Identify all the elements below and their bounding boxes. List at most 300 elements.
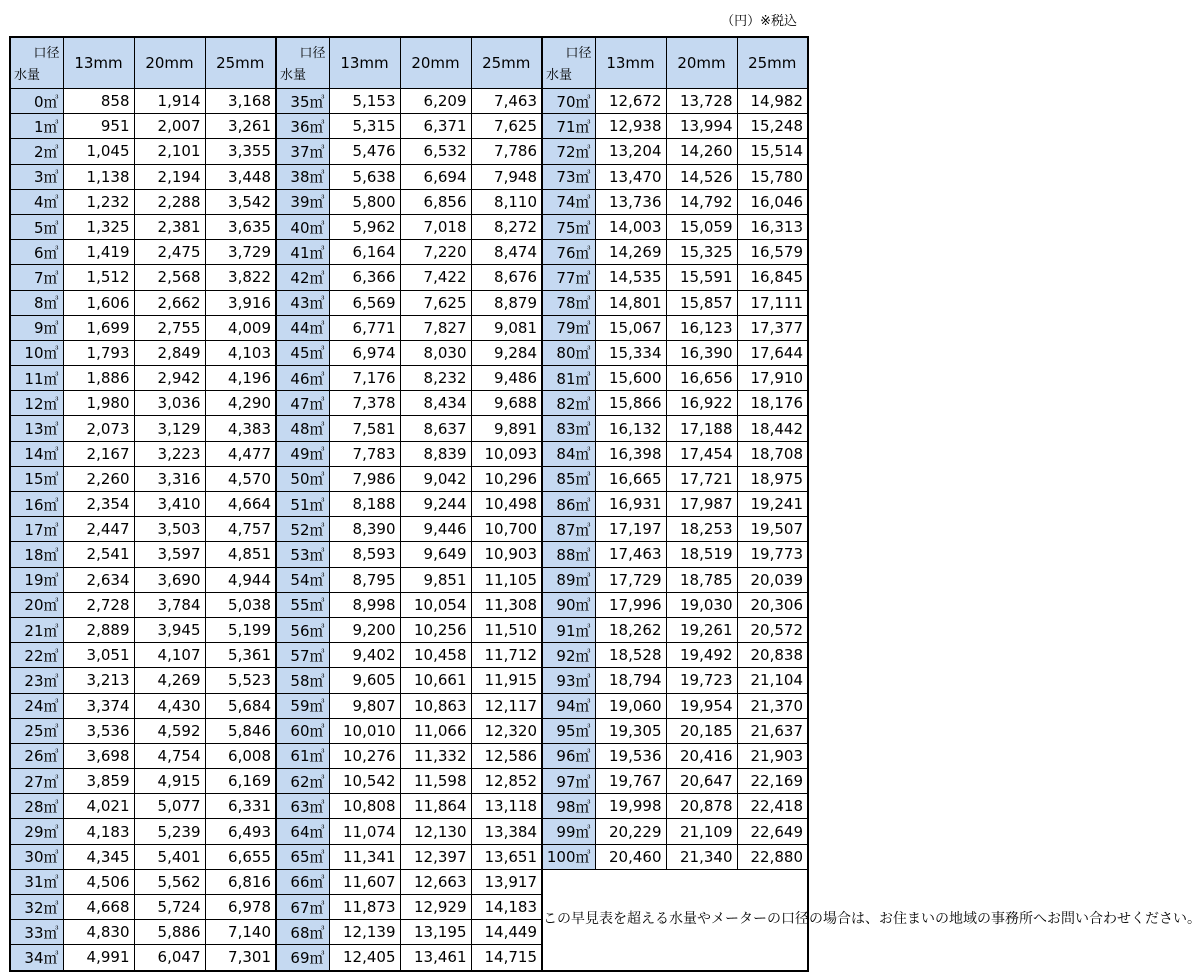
rate-cell: 19,536 (595, 743, 666, 768)
rate-cell: 1,699 (63, 315, 134, 340)
volume-cell: 51㎥ (276, 492, 329, 517)
volume-cell: 53㎥ (276, 542, 329, 567)
rate-cell: 1,914 (134, 89, 205, 114)
rate-cell: 951 (63, 114, 134, 139)
rate-cell: 16,845 (737, 265, 808, 290)
rate-cell: 21,104 (737, 668, 808, 693)
rate-cell: 2,942 (134, 366, 205, 391)
rate-cell: 14,535 (595, 265, 666, 290)
header-volume-label: 水量 (14, 68, 41, 83)
volume-cell: 67㎥ (276, 895, 329, 920)
rate-cell: 7,581 (329, 416, 400, 441)
volume-cell: 65㎥ (276, 844, 329, 869)
rate-cell: 2,167 (63, 441, 134, 466)
table-row (10, 743, 808, 768)
rate-cell: 3,542 (205, 189, 276, 214)
volume-cell: 44㎥ (276, 315, 329, 340)
rate-cell: 18,519 (666, 542, 737, 567)
volume-cell: 96㎥ (542, 743, 595, 768)
volume-cell: 99㎥ (542, 819, 595, 844)
volume-cell: 94㎥ (542, 693, 595, 718)
rate-cell: 5,153 (329, 89, 400, 114)
rate-cell: 4,944 (205, 567, 276, 592)
rate-cell: 10,903 (471, 542, 542, 567)
volume-cell: 49㎥ (276, 441, 329, 466)
rate-cell: 3,536 (63, 718, 134, 743)
table-row (10, 265, 808, 290)
rate-cell: 11,873 (329, 895, 400, 920)
volume-cell: 90㎥ (542, 592, 595, 617)
rate-cell: 4,183 (63, 819, 134, 844)
rate-cell: 12,117 (471, 693, 542, 718)
volume-cell: 7㎥ (10, 265, 63, 290)
rate-cell: 12,405 (329, 945, 400, 971)
table-row (10, 542, 808, 567)
rate-cell: 10,700 (471, 517, 542, 542)
rate-cell: 18,785 (666, 567, 737, 592)
rate-cell: 2,755 (134, 315, 205, 340)
rate-cell: 2,634 (63, 567, 134, 592)
volume-cell: 83㎥ (542, 416, 595, 441)
rate-cell: 13,204 (595, 139, 666, 164)
rate-cell: 21,637 (737, 718, 808, 743)
header-size-20mm: 20mm (666, 37, 737, 89)
rate-cell: 3,822 (205, 265, 276, 290)
rate-cell: 5,476 (329, 139, 400, 164)
rate-cell: 7,018 (400, 214, 471, 239)
header-diameter-label: 口径 (33, 46, 60, 61)
volume-cell: 38㎥ (276, 164, 329, 189)
rate-cell: 8,593 (329, 542, 400, 567)
table-row (10, 844, 808, 869)
rate-cell: 4,290 (205, 391, 276, 416)
rate-cell: 8,030 (400, 340, 471, 365)
rate-cell: 4,851 (205, 542, 276, 567)
rate-cell: 3,503 (134, 517, 205, 542)
rate-cell: 3,448 (205, 164, 276, 189)
rate-cell: 16,313 (737, 214, 808, 239)
rate-cell: 3,859 (63, 769, 134, 794)
header-size-13mm: 13mm (329, 37, 400, 89)
rate-cell: 19,060 (595, 693, 666, 718)
rate-cell: 6,532 (400, 139, 471, 164)
rate-cell: 3,223 (134, 441, 205, 466)
rate-cell: 4,830 (63, 920, 134, 945)
rate-cell: 17,111 (737, 290, 808, 315)
rate-cell: 3,374 (63, 693, 134, 718)
volume-cell: 21㎥ (10, 617, 63, 642)
rate-cell: 19,767 (595, 769, 666, 794)
rate-cell: 5,038 (205, 592, 276, 617)
rate-cell: 20,185 (666, 718, 737, 743)
rate-cell: 9,446 (400, 517, 471, 542)
rate-cell: 10,256 (400, 617, 471, 642)
rate-cell: 3,213 (63, 668, 134, 693)
rate-cell: 2,007 (134, 114, 205, 139)
volume-cell: 16㎥ (10, 492, 63, 517)
rate-cell: 19,723 (666, 668, 737, 693)
volume-cell: 92㎥ (542, 643, 595, 668)
rate-cell: 20,306 (737, 592, 808, 617)
header-corner (542, 37, 595, 89)
volume-cell: 26㎥ (10, 743, 63, 768)
volume-cell: 58㎥ (276, 668, 329, 693)
rate-cell: 21,109 (666, 819, 737, 844)
rate-cell: 18,176 (737, 391, 808, 416)
volume-cell: 100㎥ (542, 844, 595, 869)
table-row (10, 340, 808, 365)
rate-cell: 4,430 (134, 693, 205, 718)
volume-cell: 91㎥ (542, 617, 595, 642)
rate-cell: 9,649 (400, 542, 471, 567)
table-row (10, 592, 808, 617)
rate-cell: 20,229 (595, 819, 666, 844)
rate-cell: 8,110 (471, 189, 542, 214)
volume-cell: 29㎥ (10, 819, 63, 844)
header-size-25mm: 25mm (737, 37, 808, 89)
rate-cell: 12,586 (471, 743, 542, 768)
header-size-20mm: 20mm (400, 37, 471, 89)
volume-cell: 31㎥ (10, 869, 63, 894)
table-row (10, 567, 808, 592)
rate-cell: 5,199 (205, 617, 276, 642)
volume-cell: 0㎥ (10, 89, 63, 114)
rate-cell: 17,987 (666, 492, 737, 517)
rate-cell: 11,074 (329, 819, 400, 844)
rate-cell: 7,422 (400, 265, 471, 290)
rate-cell: 6,493 (205, 819, 276, 844)
rate-cell: 19,954 (666, 693, 737, 718)
rate-cell: 13,651 (471, 844, 542, 869)
volume-cell: 54㎥ (276, 567, 329, 592)
rate-cell: 20,878 (666, 794, 737, 819)
rate-cell: 8,676 (471, 265, 542, 290)
volume-cell: 25㎥ (10, 718, 63, 743)
rate-cell: 8,434 (400, 391, 471, 416)
rate-cell: 9,851 (400, 567, 471, 592)
rate-cell: 7,378 (329, 391, 400, 416)
rate-cell: 19,507 (737, 517, 808, 542)
volume-cell: 35㎥ (276, 89, 329, 114)
rate-cell: 16,665 (595, 466, 666, 491)
rate-cell: 3,316 (134, 466, 205, 491)
rate-cell: 14,449 (471, 920, 542, 945)
header-size-13mm: 13mm (63, 37, 134, 89)
rate-cell: 1,793 (63, 340, 134, 365)
volume-cell: 59㎥ (276, 693, 329, 718)
rate-cell: 5,401 (134, 844, 205, 869)
table-body (10, 89, 1201, 971)
rate-cell: 19,261 (666, 617, 737, 642)
rate-cell: 5,239 (134, 819, 205, 844)
volume-cell: 12㎥ (10, 391, 63, 416)
volume-cell: 40㎥ (276, 214, 329, 239)
rate-cell: 3,729 (205, 240, 276, 265)
rate-cell: 9,891 (471, 416, 542, 441)
volume-cell: 69㎥ (276, 945, 329, 971)
rate-cell: 14,269 (595, 240, 666, 265)
rate-cell: 8,998 (329, 592, 400, 617)
rate-cell: 8,637 (400, 416, 471, 441)
table-row (10, 391, 808, 416)
volume-cell: 75㎥ (542, 214, 595, 239)
table-row (10, 643, 808, 668)
rate-cell: 15,059 (666, 214, 737, 239)
rate-cell: 17,197 (595, 517, 666, 542)
volume-cell: 52㎥ (276, 517, 329, 542)
rate-cell: 6,047 (134, 945, 205, 971)
volume-cell: 97㎥ (542, 769, 595, 794)
rate-cell: 8,390 (329, 517, 400, 542)
volume-cell: 9㎥ (10, 315, 63, 340)
rate-cell: 7,625 (471, 114, 542, 139)
rate-cell: 20,460 (595, 844, 666, 869)
rate-cell: 11,066 (400, 718, 471, 743)
rate-cell: 16,656 (666, 366, 737, 391)
rate-cell: 17,463 (595, 542, 666, 567)
rate-cell: 15,067 (595, 315, 666, 340)
rate-cell: 13,470 (595, 164, 666, 189)
rate-cell: 4,757 (205, 517, 276, 542)
rate-cell: 7,786 (471, 139, 542, 164)
table-row (10, 668, 808, 693)
table-header (10, 37, 808, 89)
rate-cell: 22,880 (737, 844, 808, 869)
rate-cell: 13,994 (666, 114, 737, 139)
rate-cell: 5,962 (329, 214, 400, 239)
rate-cell: 2,568 (134, 265, 205, 290)
rate-cell: 7,783 (329, 441, 400, 466)
volume-cell: 24㎥ (10, 693, 63, 718)
rate-cell: 11,510 (471, 617, 542, 642)
rate-cell: 1,980 (63, 391, 134, 416)
volume-cell: 45㎥ (276, 340, 329, 365)
rate-cell: 4,009 (205, 315, 276, 340)
volume-cell: 77㎥ (542, 265, 595, 290)
rate-cell: 7,220 (400, 240, 471, 265)
rate-cell: 7,625 (400, 290, 471, 315)
rate-cell: 15,325 (666, 240, 737, 265)
rate-cell: 20,039 (737, 567, 808, 592)
volume-cell: 86㎥ (542, 492, 595, 517)
rate-cell: 22,169 (737, 769, 808, 794)
rate-cell: 15,248 (737, 114, 808, 139)
rate-cell: 5,846 (205, 718, 276, 743)
rate-cell: 18,528 (595, 643, 666, 668)
rate-cell: 3,945 (134, 617, 205, 642)
rate-cell: 12,672 (595, 89, 666, 114)
rate-cell: 4,021 (63, 794, 134, 819)
rate-cell: 12,929 (400, 895, 471, 920)
rate-cell: 20,572 (737, 617, 808, 642)
volume-cell: 3㎥ (10, 164, 63, 189)
rate-cell: 9,244 (400, 492, 471, 517)
rate-cell: 5,562 (134, 869, 205, 894)
rate-cell: 7,827 (400, 315, 471, 340)
volume-cell: 20㎥ (10, 592, 63, 617)
volume-cell: 2㎥ (10, 139, 63, 164)
rate-cell: 21,370 (737, 693, 808, 718)
table-row (10, 617, 808, 642)
rate-cell: 10,054 (400, 592, 471, 617)
rate-cell: 20,647 (666, 769, 737, 794)
rate-cell: 14,792 (666, 189, 737, 214)
rate-cell: 10,276 (329, 743, 400, 768)
table-row (10, 189, 808, 214)
volume-cell: 73㎥ (542, 164, 595, 189)
table-row (10, 366, 808, 391)
rate-cell: 9,042 (400, 466, 471, 491)
rate-cell: 9,081 (471, 315, 542, 340)
rate-cell: 6,366 (329, 265, 400, 290)
rate-cell: 3,036 (134, 391, 205, 416)
rate-cell: 17,910 (737, 366, 808, 391)
volume-cell: 93㎥ (542, 668, 595, 693)
rate-cell: 2,073 (63, 416, 134, 441)
rate-cell: 10,661 (400, 668, 471, 693)
table-row (10, 164, 808, 189)
rate-cell: 18,442 (737, 416, 808, 441)
rate-cell: 6,974 (329, 340, 400, 365)
rate-cell: 10,808 (329, 794, 400, 819)
rate-cell: 12,397 (400, 844, 471, 869)
rate-cell: 3,690 (134, 567, 205, 592)
volume-cell: 32㎥ (10, 895, 63, 920)
volume-cell: 17㎥ (10, 517, 63, 542)
rate-cell: 4,107 (134, 643, 205, 668)
rate-cell: 5,684 (205, 693, 276, 718)
volume-cell: 14㎥ (10, 441, 63, 466)
rate-cell: 2,354 (63, 492, 134, 517)
rate-cell: 8,795 (329, 567, 400, 592)
volume-cell: 78㎥ (542, 290, 595, 315)
rate-cell: 19,305 (595, 718, 666, 743)
rate-cell: 4,477 (205, 441, 276, 466)
volume-cell: 55㎥ (276, 592, 329, 617)
rate-cell: 5,724 (134, 895, 205, 920)
rate-cell: 5,077 (134, 794, 205, 819)
rate-cell: 17,454 (666, 441, 737, 466)
rate-cell: 6,331 (205, 794, 276, 819)
rate-cell: 9,605 (329, 668, 400, 693)
rate-cell: 9,284 (471, 340, 542, 365)
rate-cell: 12,938 (595, 114, 666, 139)
rate-cell: 16,579 (737, 240, 808, 265)
rate-cell: 12,852 (471, 769, 542, 794)
volume-cell: 57㎥ (276, 643, 329, 668)
rate-cell: 11,105 (471, 567, 542, 592)
rate-cell: 1,232 (63, 189, 134, 214)
rate-cell: 2,288 (134, 189, 205, 214)
rate-cell: 13,118 (471, 794, 542, 819)
rate-cell: 5,315 (329, 114, 400, 139)
rate-cell: 1,325 (63, 214, 134, 239)
rate-cell: 16,123 (666, 315, 737, 340)
rate-cell: 11,598 (400, 769, 471, 794)
rate-cell: 4,991 (63, 945, 134, 971)
rate-cell: 1,606 (63, 290, 134, 315)
table-row (10, 819, 808, 844)
rate-cell: 9,402 (329, 643, 400, 668)
rate-cell: 16,046 (737, 189, 808, 214)
rate-cell: 2,662 (134, 290, 205, 315)
rate-cell: 3,261 (205, 114, 276, 139)
rate-cell: 1,045 (63, 139, 134, 164)
rate-cell: 13,461 (400, 945, 471, 971)
volume-cell: 33㎥ (10, 920, 63, 945)
volume-cell: 47㎥ (276, 391, 329, 416)
rate-cell: 14,260 (666, 139, 737, 164)
volume-cell: 48㎥ (276, 416, 329, 441)
rate-cell: 2,728 (63, 592, 134, 617)
rate-cell: 2,541 (63, 542, 134, 567)
rate-cell: 2,889 (63, 617, 134, 642)
rate-cell: 11,915 (471, 668, 542, 693)
volume-cell: 80㎥ (542, 340, 595, 365)
rate-cell: 9,486 (471, 366, 542, 391)
rate-cell: 17,721 (666, 466, 737, 491)
volume-cell: 87㎥ (542, 517, 595, 542)
volume-cell: 18㎥ (10, 542, 63, 567)
rate-cell: 17,996 (595, 592, 666, 617)
rate-cell: 21,340 (666, 844, 737, 869)
rate-cell: 7,140 (205, 920, 276, 945)
rate-cell: 15,600 (595, 366, 666, 391)
header-volume-label: 水量 (546, 68, 573, 83)
volume-cell: 71㎥ (542, 114, 595, 139)
volume-cell: 81㎥ (542, 366, 595, 391)
rate-cell: 3,355 (205, 139, 276, 164)
volume-cell: 11㎥ (10, 366, 63, 391)
volume-cell: 88㎥ (542, 542, 595, 567)
rate-cell: 17,644 (737, 340, 808, 365)
rate-cell: 2,101 (134, 139, 205, 164)
rate-cell: 3,168 (205, 89, 276, 114)
rate-cell: 15,514 (737, 139, 808, 164)
rate-cell: 19,998 (595, 794, 666, 819)
volume-cell: 6㎥ (10, 240, 63, 265)
volume-cell: 60㎥ (276, 718, 329, 743)
rate-cell: 19,492 (666, 643, 737, 668)
table-row (10, 794, 808, 819)
rate-cell: 14,183 (471, 895, 542, 920)
volume-cell: 66㎥ (276, 869, 329, 894)
volume-cell: 64㎥ (276, 819, 329, 844)
rate-cell: 13,195 (400, 920, 471, 945)
rate-cell: 4,269 (134, 668, 205, 693)
rate-cell: 6,816 (205, 869, 276, 894)
rate-cell: 14,982 (737, 89, 808, 114)
rate-cell: 12,663 (400, 869, 471, 894)
rate-cell: 17,377 (737, 315, 808, 340)
rate-cell: 11,864 (400, 794, 471, 819)
table-row (10, 693, 808, 718)
table-row (10, 517, 808, 542)
volume-cell: 82㎥ (542, 391, 595, 416)
volume-cell: 30㎥ (10, 844, 63, 869)
rate-cell: 15,591 (666, 265, 737, 290)
rate-cell: 4,754 (134, 743, 205, 768)
rate-cell: 13,736 (595, 189, 666, 214)
volume-cell: 46㎥ (276, 366, 329, 391)
rate-cell: 16,132 (595, 416, 666, 441)
header-size-13mm: 13mm (595, 37, 666, 89)
volume-cell: 85㎥ (542, 466, 595, 491)
rate-cell: 11,332 (400, 743, 471, 768)
header-size-20mm: 20mm (134, 37, 205, 89)
rate-cell: 6,169 (205, 769, 276, 794)
volume-cell: 36㎥ (276, 114, 329, 139)
